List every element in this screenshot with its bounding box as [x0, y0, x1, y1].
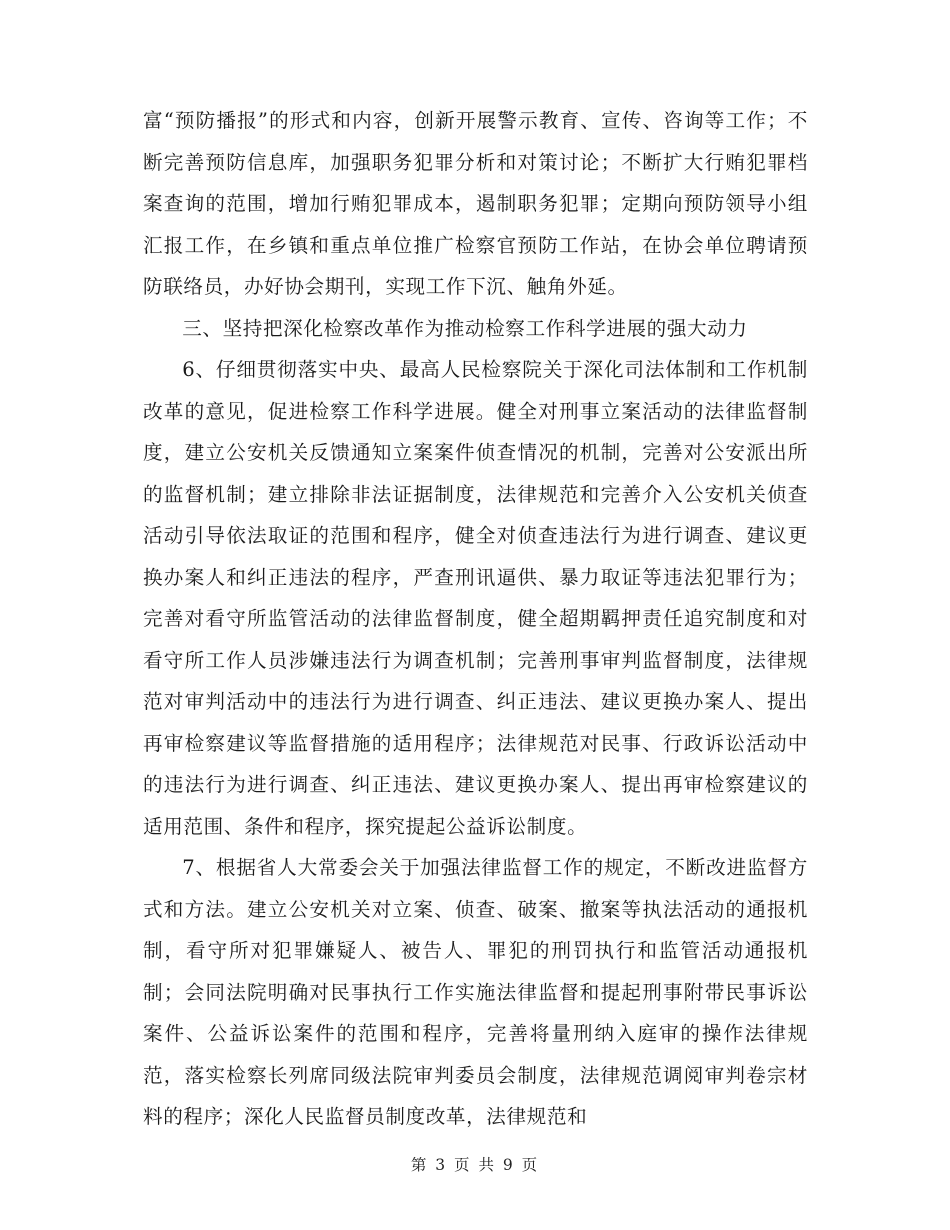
- page-number-footer: 第 3 页 共 9 页: [410, 1156, 540, 1174]
- document-body: [143, 100, 808, 1138]
- paragraph-item-7: 7、根据省人大常委会关于加强法律监督工作的规定，不断改进监督方式和方法。建立公安机关对立案、侦查、破案、撤案等执法活动的通报机制，看守所对犯罪嫌疑人、被告人、罪犯的刑罚执行和监管活动通报机制；会同法院明确对民事执行工作实施法律监督和提起刑事附带民事诉讼案件、公益诉讼案件的范围和程序，完善将量刑纳入庭审的操作法律规范，落实检察长列席同级法院审判委员会制度，法律规范调阅审判卷宗材料的程序；深化人民监督员制度改革，法律规范和: [143, 856, 808, 1128]
- paragraph-item-6: 6、仔细贯彻落实中央、最高人民检察院关于深化司法体制和工作机制改革的意见，促进检察工作科学进展。健全对刑事立案活动的法律监督制度，建立公安机关反馈通知立案案件侦查情况的机制，完善对公安派出所的监督机制；建立排除非法证据制度，法律规范和完善介入公安机关侦查活动引导依法取证的范围和程序，健全对侦查违法行为进行调查、建议更换办案人和纠正违法的程序，严查刑讯逼供、暴力取证等违法犯罪行为；完善对看守所监管活动的法律监督制度，健全超期羁押责任追究制度和对看守所工作人员涉嫌违法行为调查机制；完善刑事审判监督制度，法律规范对审判活动中的违法行为进行调查、纠正违法、建议更换办案人、提出再审检察建议等监督措施的适用程序；法律规范对民事、行政诉讼活动中的违法行为进行调查、纠正违法、建议更换办案人、提出再审检察建议的适用范围、条件和程序，探究提起公益诉讼制度。: [143, 358, 808, 838]
- section-heading: 三、坚持把深化检察改革作为推动检察工作科学进展的强大动力: [182, 316, 748, 340]
- paragraph-continuation: 富“预防播报”的形式和内容，创新开展警示教育、宣传、咨询等工作；不断完善预防信息库，加强职务犯罪分析和对策讨论；不断扩大行贿犯罪档案查询的范围，增加行贿犯罪成本，遏制职务犯罪；定期向预防领导小组汇报工作，在乡镇和重点单位推广检察官预防工作站，在协会单位聘请预防联络员，办好协会期刊，实现工作下沉、触角外延。: [143, 109, 808, 298]
